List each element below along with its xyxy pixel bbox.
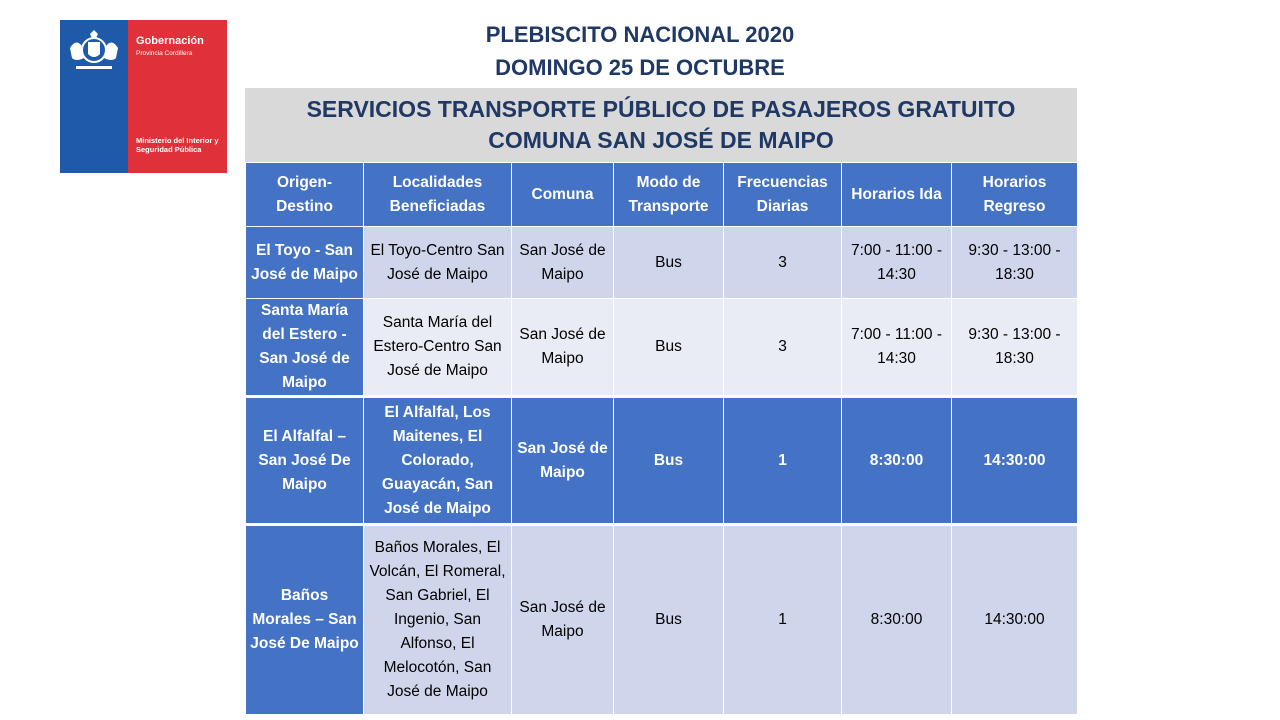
cell-modo: Bus: [614, 397, 724, 525]
cell-modo: Bus: [614, 299, 724, 397]
table-header-row: [246, 163, 1078, 227]
logo-gobernacion: Gobernación: [136, 35, 204, 47]
cell-origen: El Alfalfal – San José De Maipo: [246, 397, 364, 525]
cell-localidades: El Alfalfal, Los Maitenes, El Colorado, Guayacán, San José de Maipo: [364, 397, 512, 525]
page-title: PLEBISCITO NACIONAL 2020: [485, 22, 795, 47]
cell-modo: Bus: [614, 525, 724, 715]
cell-ida: 7:00 - 11:00 - 14:30: [842, 299, 952, 397]
gobernacion-logo: [60, 20, 227, 173]
table-row: [246, 525, 1078, 715]
cell-frecuencias: 1: [724, 397, 842, 525]
col-header-localidades: Localidades Beneficiadas: [364, 163, 512, 227]
cell-localidades: El Toyo-Centro San José de Maipo: [364, 227, 512, 299]
table-row: [246, 299, 1078, 397]
col-header-frecuencias: Frecuencias Diarias: [724, 163, 842, 227]
cell-comuna: San José de Maipo: [512, 525, 614, 715]
logo-red-panel: [128, 20, 227, 173]
transport-services-table: [245, 162, 1078, 715]
table-row: [246, 397, 1078, 525]
logo-ministerio: Ministerio del Interior y Seguridad Pública: [136, 136, 219, 154]
col-header-origen: Origen-Destino: [246, 163, 364, 227]
cell-comuna: San José de Maipo: [512, 227, 614, 299]
table-row: [246, 227, 1078, 299]
col-header-ida: Horarios Ida: [842, 163, 952, 227]
cell-localidades: Baños Morales, El Volcán, El Romeral, San Gabriel, El Ingenio, San Alfonso, El Melocotón, San José de Maipo: [364, 525, 512, 715]
cell-origen: Baños Morales – San José De Maipo: [246, 525, 364, 715]
cell-regreso: 9:30 - 13:00 - 18:30: [952, 227, 1078, 299]
cell-regreso: 14:30:00: [952, 397, 1078, 525]
logo-blue-panel: [60, 20, 128, 173]
cell-origen: El Toyo - San José de Maipo: [246, 227, 364, 299]
cell-comuna: San José de Maipo: [512, 299, 614, 397]
col-header-regreso: Horarios Regreso: [952, 163, 1078, 227]
section-banner: [245, 88, 1077, 162]
cell-localidades: Santa María del Estero-Centro San José de Maipo: [364, 299, 512, 397]
col-header-comuna: Comuna: [512, 163, 614, 227]
page-subtitle-date: DOMINGO 25 DE OCTUBRE: [495, 55, 785, 80]
banner-line-2: COMUNA SAN JOSÉ DE MAIPO: [488, 127, 834, 153]
logo-provincia: Provincia Cordillera: [136, 50, 193, 57]
col-header-modo: Modo de Transporte: [614, 163, 724, 227]
cell-origen: Santa María del Estero - San José de Maipo: [246, 299, 364, 397]
coat-of-arms-icon: [66, 28, 122, 74]
cell-regreso: 9:30 - 13:00 - 18:30: [952, 299, 1078, 397]
cell-ida: 7:00 - 11:00 - 14:30: [842, 227, 952, 299]
cell-ida: 8:30:00: [842, 397, 952, 525]
cell-frecuencias: 3: [724, 227, 842, 299]
cell-ida: 8:30:00: [842, 525, 952, 715]
cell-frecuencias: 1: [724, 525, 842, 715]
cell-frecuencias: 3: [724, 299, 842, 397]
cell-regreso: 14:30:00: [952, 525, 1078, 715]
banner-line-1: SERVICIOS TRANSPORTE PÚBLICO DE PASAJEROS GRATUITO: [306, 96, 1016, 122]
cell-modo: Bus: [614, 227, 724, 299]
cell-comuna: San José de Maipo: [512, 397, 614, 525]
